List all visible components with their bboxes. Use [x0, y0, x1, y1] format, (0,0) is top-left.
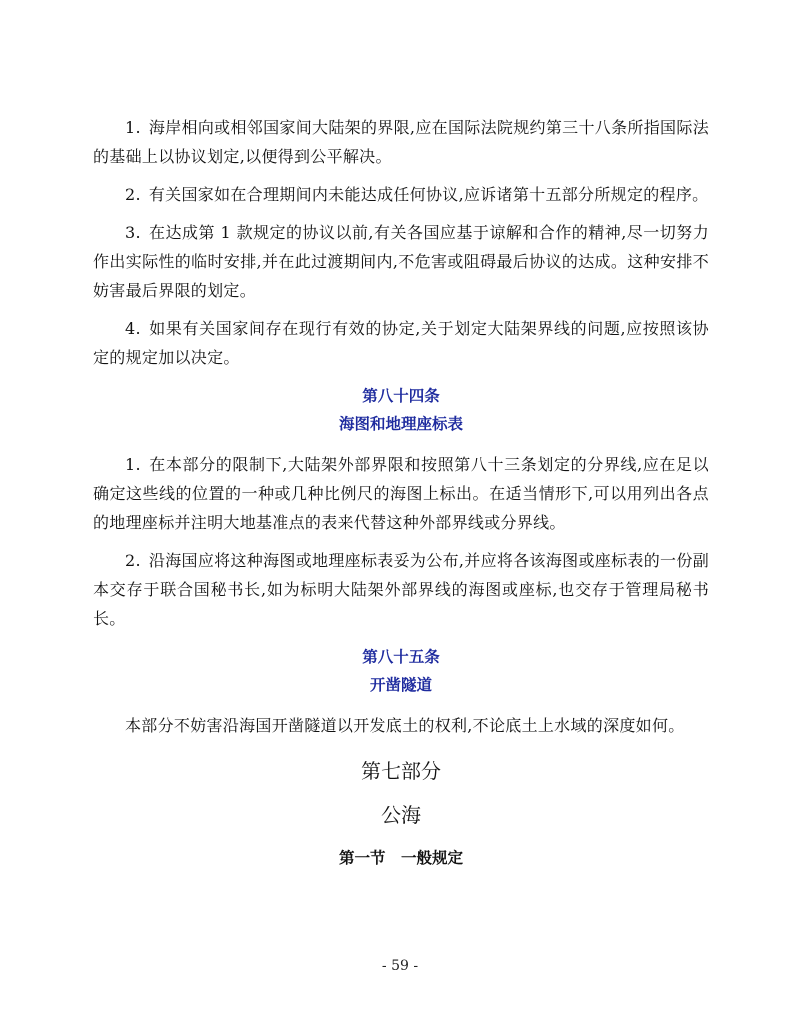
paragraph-number: 4. — [125, 319, 141, 338]
article84-number: 第八十四条 — [362, 387, 440, 405]
paragraph-text: 海岸相向或相邻国家间大陆架的界限,应在国际法院规约第三十八条所指国际法的基础上以协议划定,以便得到公平解决。 — [93, 118, 709, 166]
article83-paragraph-2 — [93, 180, 709, 209]
paragraph-text: 在达成第 1 款规定的协议以前,有关各国应基于谅解和合作的精神,尽一切努力作出实际性的临时安排,并在此过渡期间内,不危害或阻碍最后协议的达成。这种安排不妨害最后界限的划定。 — [93, 223, 709, 300]
paragraph-number: 2. — [125, 551, 141, 570]
paragraph-number: 1. — [125, 455, 141, 474]
paragraph-text: 有关国家如在合理期间内未能达成任何协议,应诉诸第十五部分所规定的程序。 — [148, 185, 709, 204]
article84-paragraph-2 — [93, 546, 709, 633]
part7-heading-block — [93, 754, 709, 832]
article85-number: 第八十五条 — [362, 648, 440, 666]
page-number: - 59 - — [381, 958, 419, 974]
article85-title: 开凿隧道 — [369, 676, 432, 694]
part7-title: 公海 — [381, 803, 421, 827]
paragraph-number: 3. — [125, 223, 141, 242]
article84-title: 海图和地理座标表 — [338, 415, 463, 433]
page-content — [93, 113, 709, 872]
paragraph-text: 沿海国应将这种海图或地理座标表妥为公布,并应将各该海图或座标表的一份副本交存于联合国秘书长,如为标明大陆架外部界线的海图或座标,也交存于管理局秘书长。 — [93, 551, 709, 628]
part7-number: 第七部分 — [361, 759, 441, 783]
paragraph-text: 如果有关国家间存在现行有效的协定,关于划定大陆架界线的问题,应按照该协定的规定加以决定。 — [93, 319, 709, 367]
article83-paragraph-1 — [93, 113, 709, 171]
article83-paragraph-4 — [93, 314, 709, 372]
article85-paragraph: 本部分不妨害沿海国开凿隧道以开发底土的权利,不论底土上水域的深度如何。 — [125, 716, 685, 735]
article83-paragraph-3 — [93, 218, 709, 305]
article84-heading-block — [93, 382, 709, 438]
paragraph-text: 在本部分的限制下,大陆架外部界限和按照第八十三条划定的分界线,应在足以确定这些线的位置的一种或几种比例尺的海图上标出。在适当情形下,可以用列出各点的地理座标并注明大地基准点的表来代替这种外部界线或分界线。 — [93, 455, 709, 532]
article85-heading-block — [93, 643, 709, 699]
section1-title: 第一节 一般规定 — [338, 849, 463, 867]
article84-paragraph-1 — [93, 450, 709, 537]
paragraph-number: 1. — [125, 118, 141, 137]
paragraph-number: 2. — [125, 185, 141, 204]
